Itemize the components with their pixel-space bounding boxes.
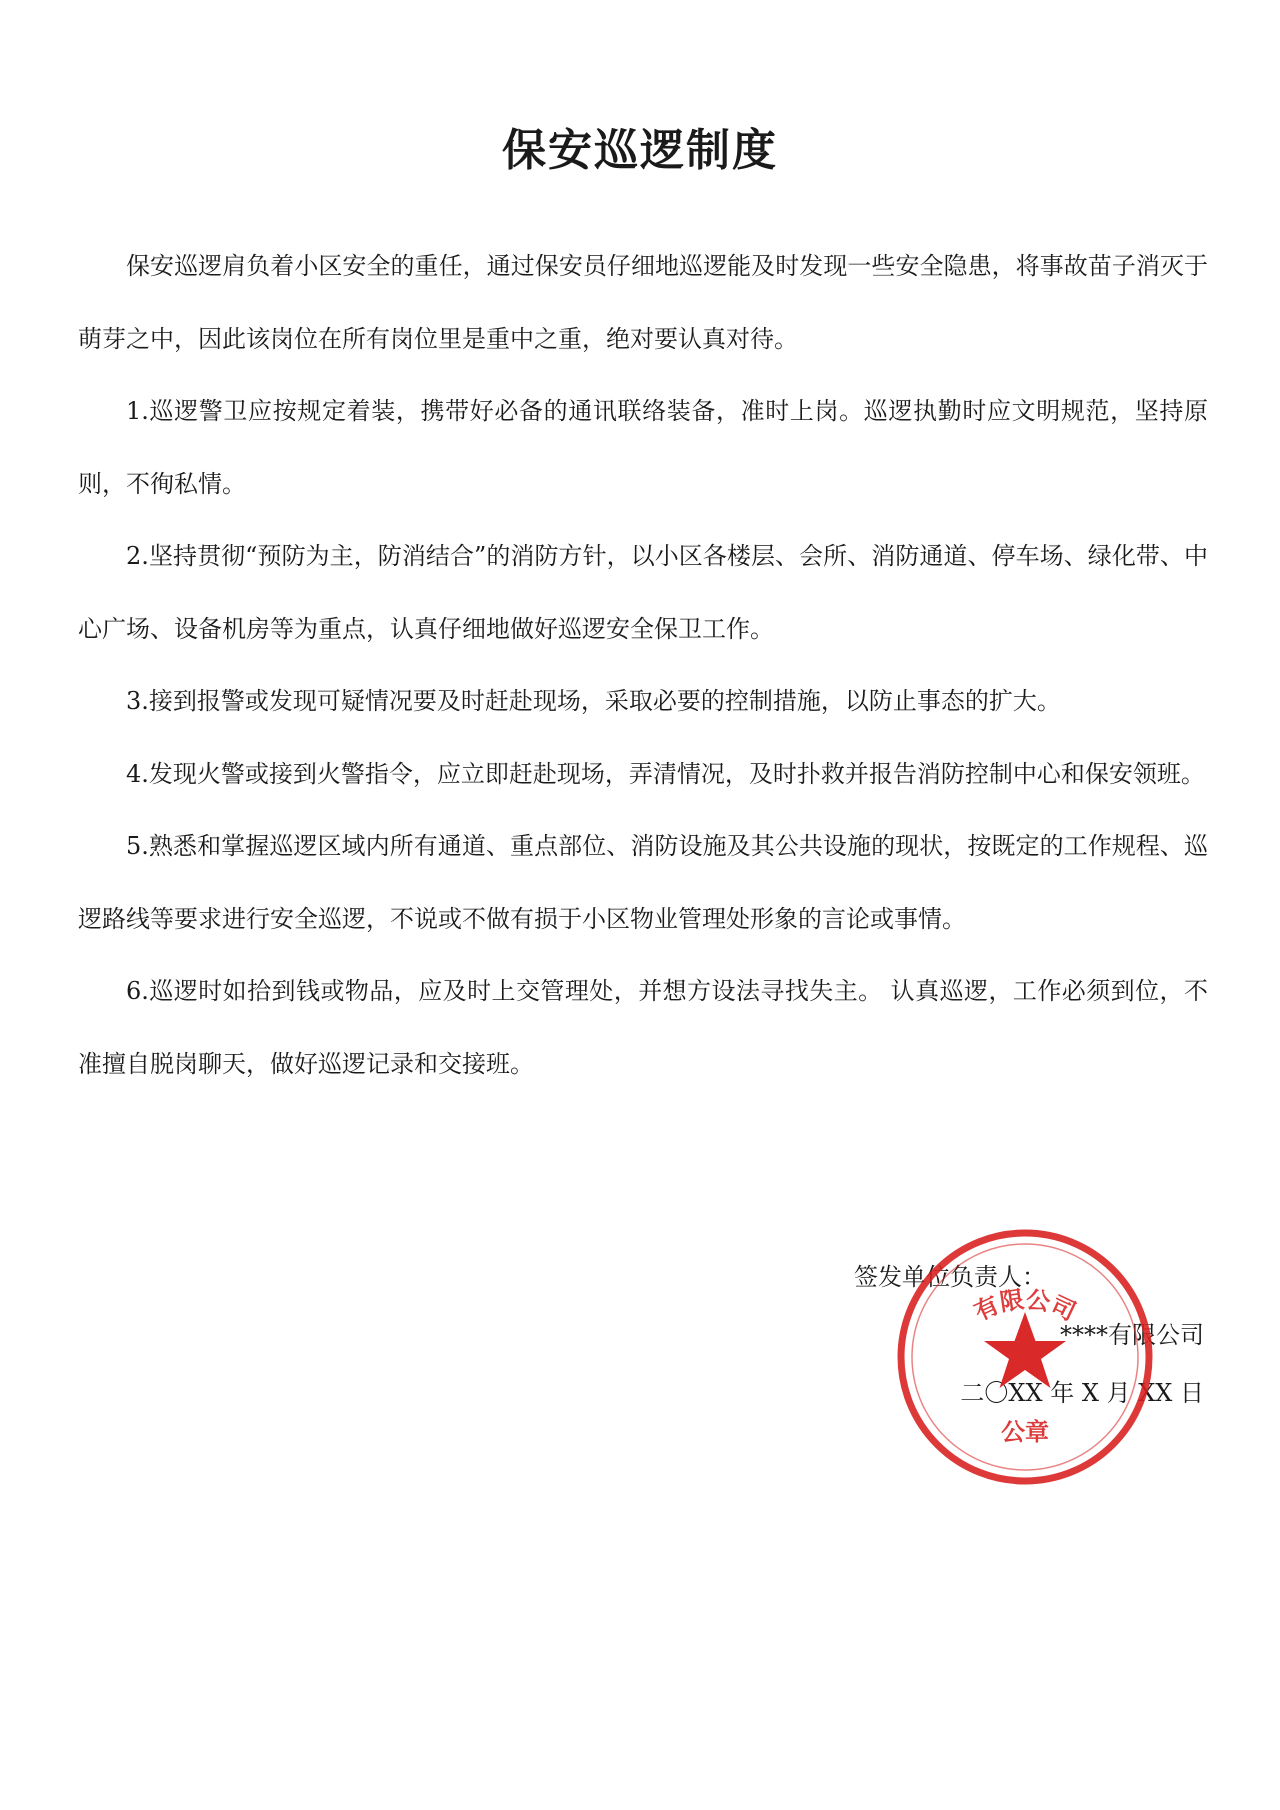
document-title: 保安巡逻制度 — [502, 125, 778, 177]
rule-paragraph-3: 3.接到报警或发现可疑情况要及时赶赴现场，采取必要的控制措施，以防止事态的扩大。 — [126, 687, 1061, 715]
issue-date: 二〇XX 年 X 月 XX 日 — [960, 1379, 1204, 1407]
company-name: ****有限公司 — [1060, 1321, 1204, 1349]
seal-arc-text: 有限公司 — [969, 1284, 1081, 1327]
rule-paragraph-4: 4.发现火警或接到火警指令，应立即赶赴现场，弄清情况，及时扑救并报告消防控制中心和保安领班。 — [126, 759, 1205, 788]
rule-paragraph-6: 6.巡逻时如拾到钱或物品，应及时上交管理处，并想方设法寻找失主。 认真巡逻，工作必须到位，不准擅自脱岗聊天，做好巡逻记录和交接班。 — [78, 977, 1208, 1078]
company-seal — [890, 1222, 1160, 1492]
seal-bottom-text: 公章 — [1001, 1417, 1049, 1446]
signer-label: 签发单位负责人： — [854, 1263, 1046, 1291]
document-body — [78, 230, 1208, 1100]
star-icon — [984, 1312, 1066, 1388]
rule-paragraph-2: 2.坚持贯彻“预防为主，防消结合”的消防方针，以小区各楼层、会所、消防通道、停车场、绿化带、中心广场、设备机房等为重点，认真仔细地做好巡逻安全保卫工作。 — [78, 542, 1208, 643]
rule-paragraph-5: 5.熟悉和掌握巡逻区域内所有通道、重点部位、消防设施及其公共设施的现状，按既定的工作规程、巡逻路线等要求进行安全巡逻，不说或不做有损于小区物业管理处形象的言论或事情。 — [78, 832, 1208, 933]
intro-paragraph: 保安巡逻肩负着小区安全的重任，通过保安员仔细地巡逻能及时发现一些安全隐患，将事故苗子消灭于萌芽之中，因此该岗位在所有岗位里是重中之重，绝对要认真对待。 — [78, 252, 1208, 353]
rule-paragraph-1: 1.巡逻警卫应按规定着装，携带好必备的通讯联络装备，准时上岗。巡逻执勤时应文明规范，坚持原则，不徇私情。 — [78, 397, 1208, 498]
